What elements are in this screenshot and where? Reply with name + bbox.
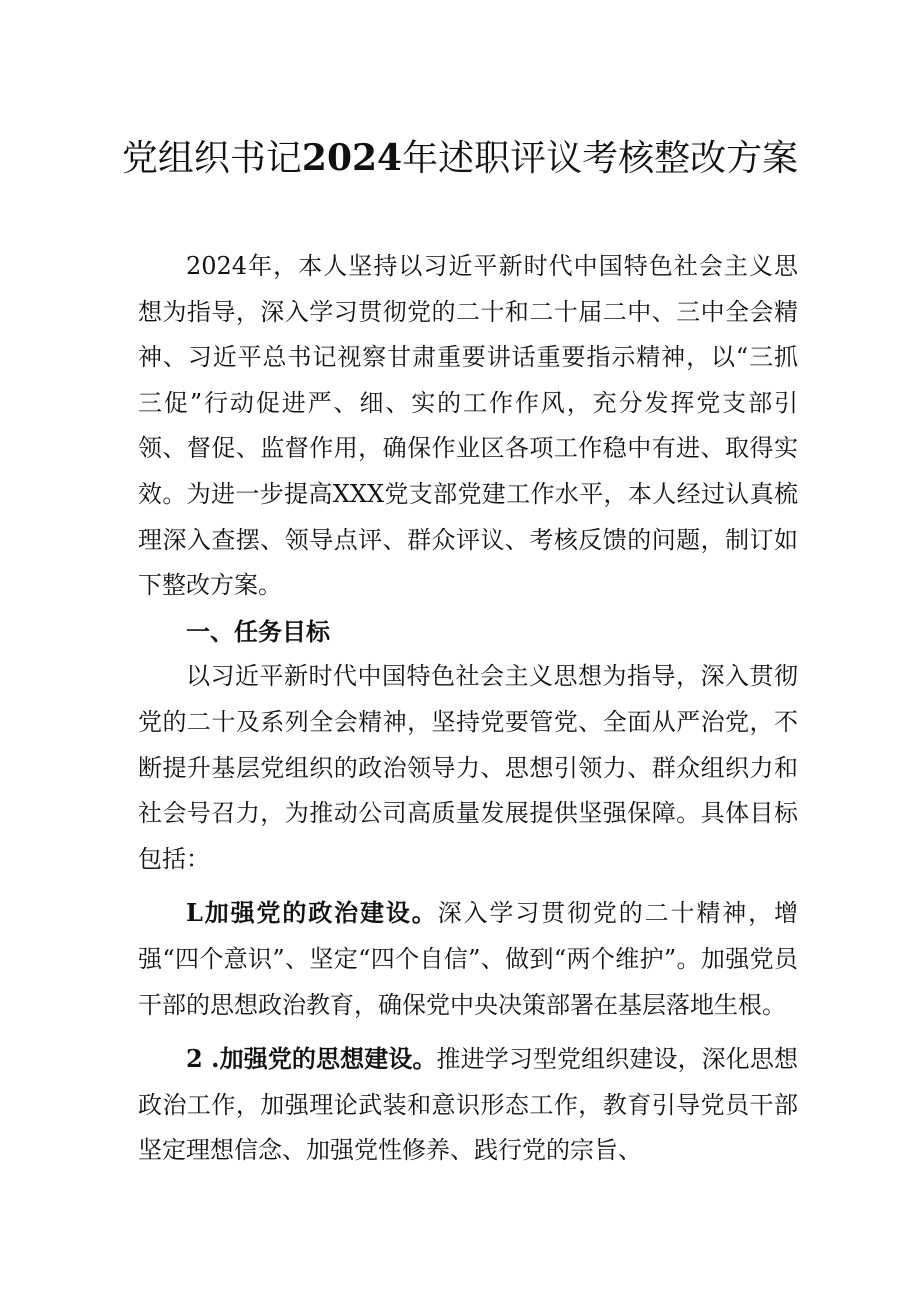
document-body xyxy=(138,244,798,1174)
item-political-building-lead: L加强党的政治建设。 xyxy=(186,898,438,928)
title-year: 2024 xyxy=(301,137,403,179)
intro-paragraph: 2024年，本人坚持以习近平新时代中国特色社会主义思想为指导，深入学习贯彻党的二十和二十届二中、三中全会精神、习近平总书记视察甘肃重要讲话重要指示精神，以“三抓三促”行动促进严、细、实的工作作风，充分发挥党支部引领、督促、监督作用，确保作业区各项工作稳中有进、取得实效。为进一步提高XXX党支部党建工作水平，本人经过认真梳理深入查摆、领导点评、群众评议、考核反馈的问题，制订如下整改方案。 xyxy=(138,252,798,600)
title-suffix: 年述职评议考核整改方案 xyxy=(402,138,799,179)
title-prefix: 党组织书记 xyxy=(121,138,302,179)
item-political-building-text: 深入学习贯彻党的二十精神，增强“四个意识”、坚定“四个自信”、做到“两个维护”。加强党员干部的思想政治教育，确保党中央决策部署在基层落地生根。 xyxy=(138,899,798,1019)
item-ideological-building xyxy=(138,1036,798,1174)
item-ideological-building-lead: 2 .加强党的思想建设。 xyxy=(186,1044,437,1074)
document-title xyxy=(0,128,920,189)
item-political-building xyxy=(138,890,798,1028)
section-goals-paragraph: 以习近平新时代中国特色社会主义思想为指导，深入贯彻党的二十及系列全会精神，坚持党要管党、全面从严治党，不断提升基层党组织的政治领导力、思想引领力、群众组织力和社会号召力，为推动公司高质量发展提供坚强保障。具体目标包括： xyxy=(138,662,798,873)
item-ideological-building-text: 推进学习型党组织建设，深化思想政治工作，加强理论武装和意识形态工作，教育引导党员干部坚定理想信念、加强党性修养、践行党的宗旨、 xyxy=(138,1045,798,1165)
section-heading-task-goals: 一、任务目标 xyxy=(186,616,330,646)
